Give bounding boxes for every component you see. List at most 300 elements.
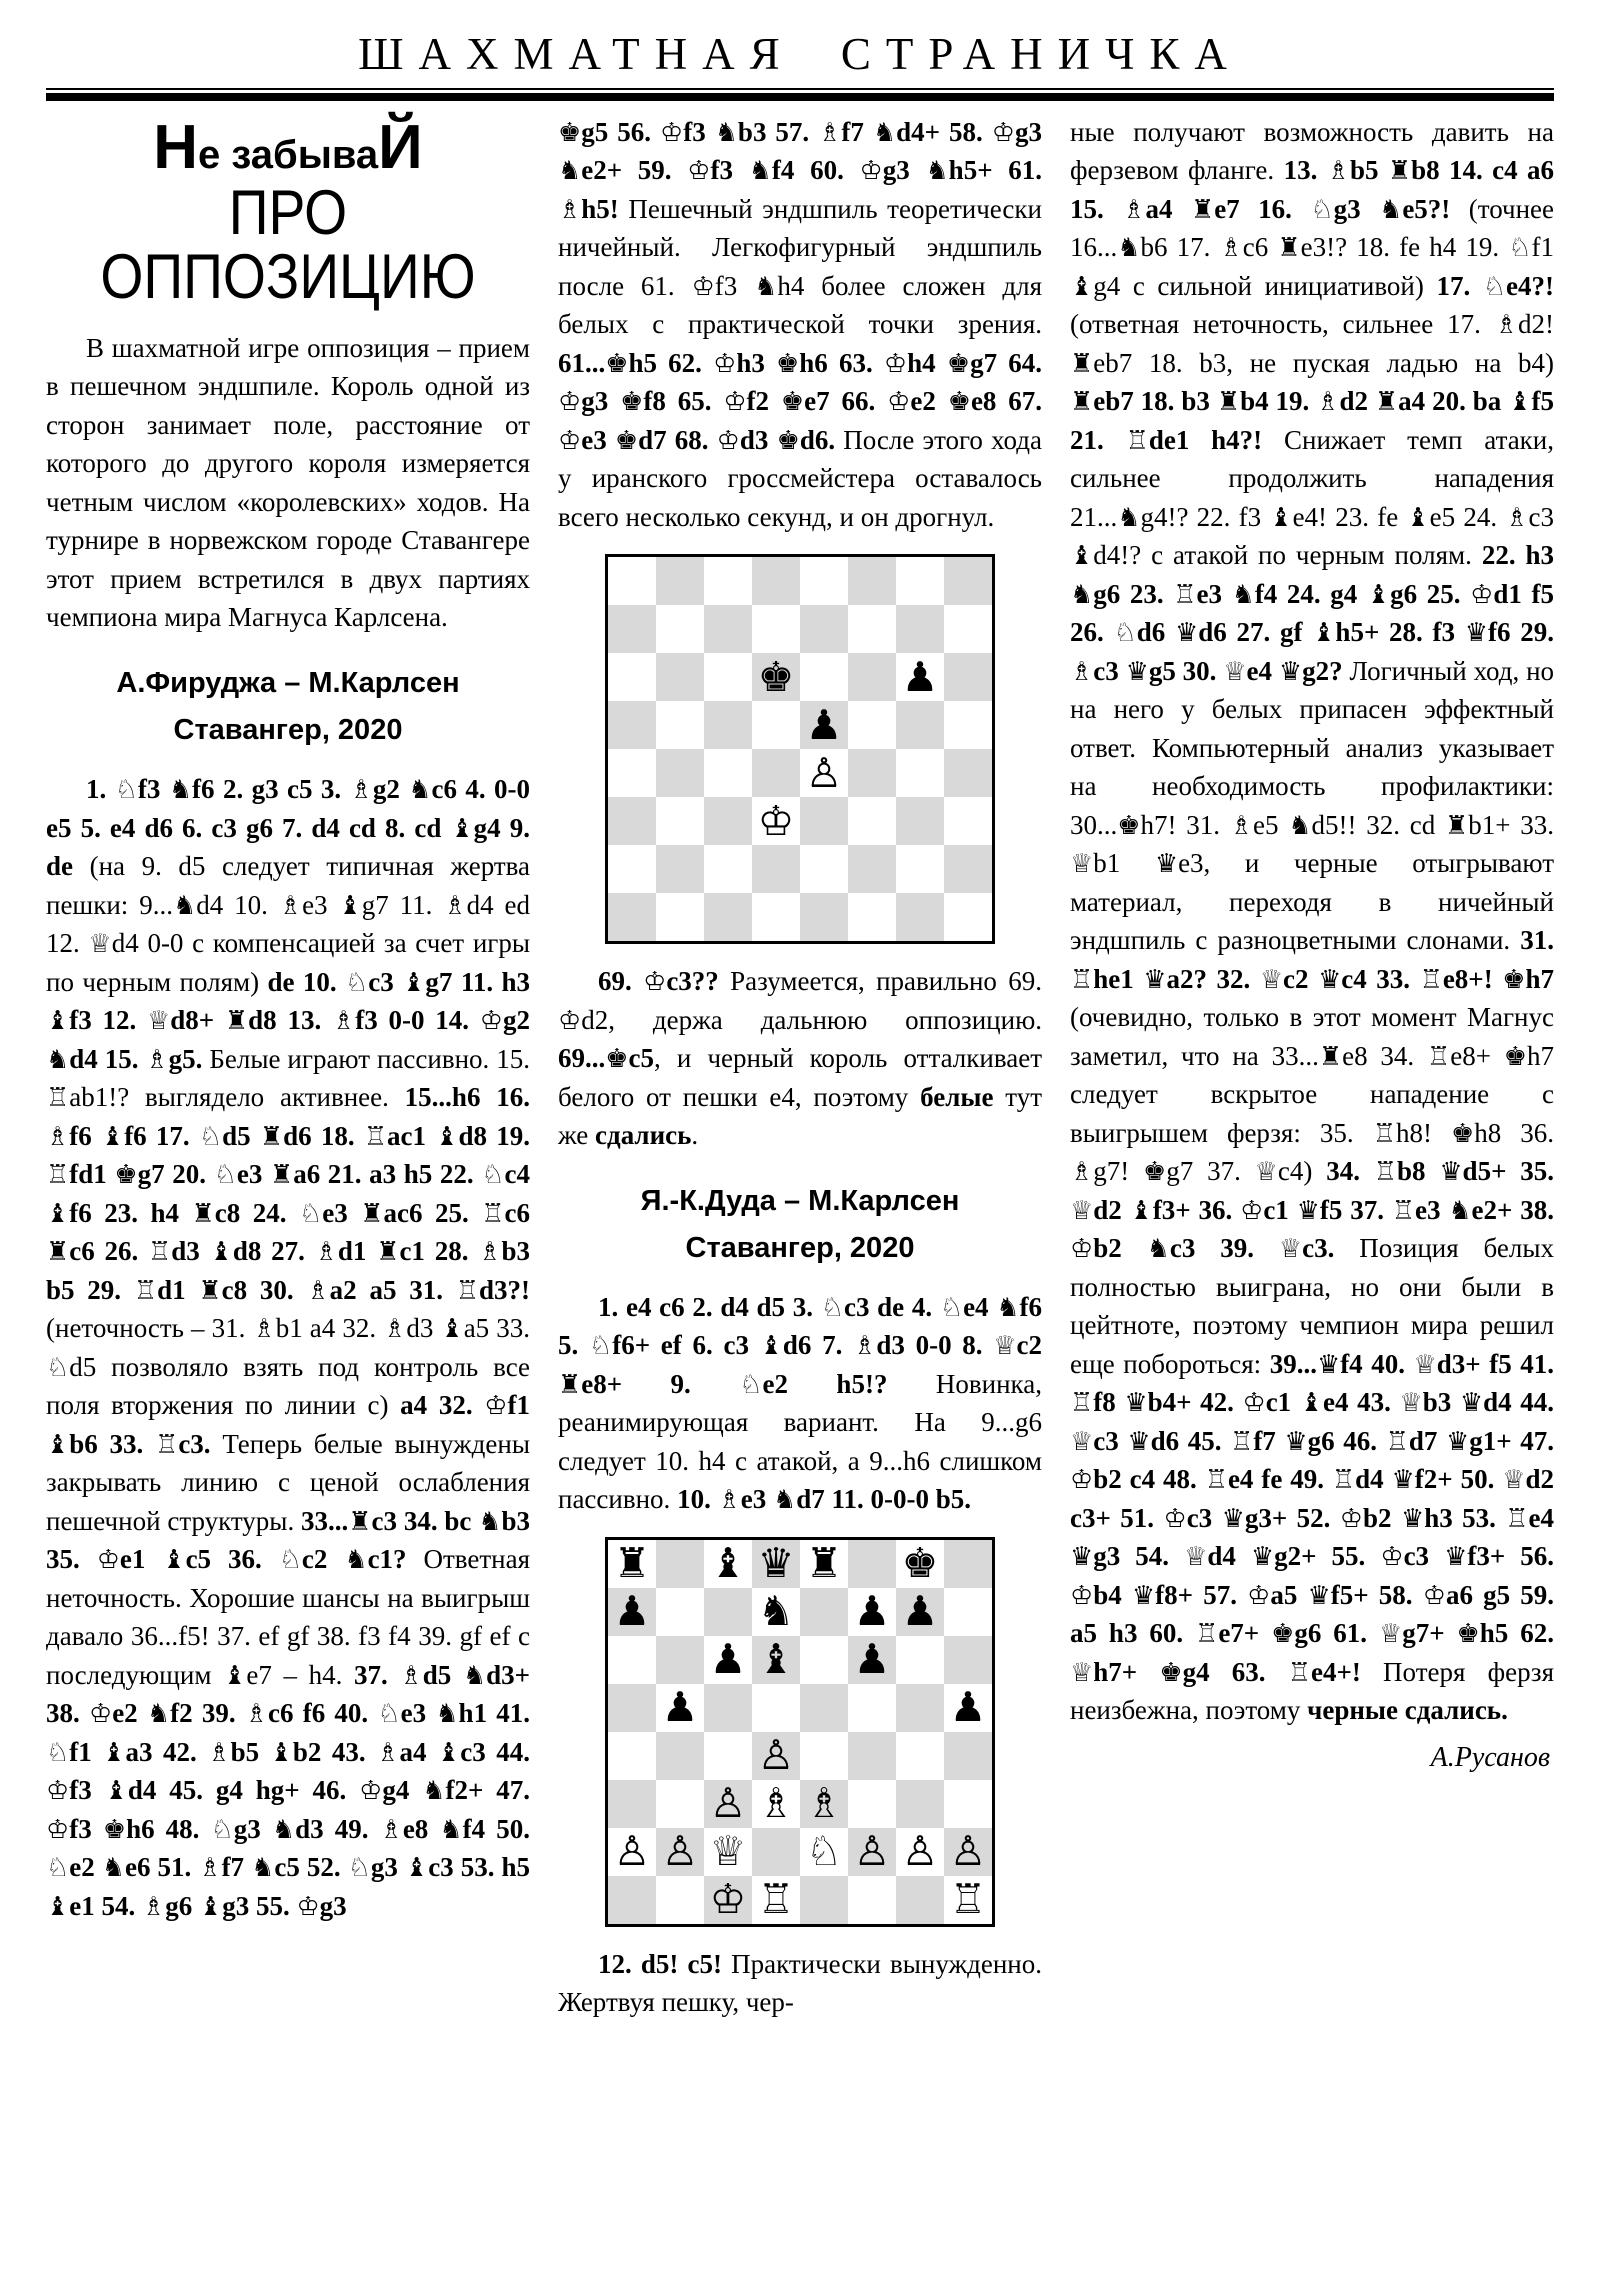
chess-figurine: ♔: [479, 1006, 503, 1037]
chess-figurine: ♔: [1240, 1195, 1264, 1226]
chess-figurine: ♞: [344, 1545, 368, 1576]
board-square: [800, 797, 848, 845]
board-square: [944, 1588, 992, 1636]
board-square: [752, 605, 800, 653]
chess-figurine: ♝: [100, 1121, 125, 1152]
chess-piece: ♟: [901, 1587, 939, 1636]
chess-figurine: ♔: [1242, 1388, 1266, 1418]
comment-text: Белые играют пассивно. 15. ♖ab1!? выглядело активнее.: [46, 1043, 530, 1114]
chess-figurine: ♔: [558, 1005, 582, 1036]
comment-text: Разумеется, правильно 69. ♔d2, держа дальнюю оппозицию.: [558, 966, 1043, 1036]
board-square: [656, 1636, 704, 1684]
chess-board: [605, 1537, 995, 1927]
board-square: [944, 1540, 992, 1588]
chess-figurine: ♛: [1221, 1503, 1245, 1534]
chess-figurine: ♖: [1070, 1388, 1094, 1418]
chess-piece: ♙: [757, 1731, 795, 1780]
column-1: [46, 113, 530, 2022]
board-square: [752, 1684, 800, 1732]
board-square: [608, 797, 656, 845]
board-square: [704, 1540, 752, 1588]
board-square: [896, 1828, 944, 1876]
chess-figurine: ♖: [46, 1083, 70, 1114]
board-square: [800, 1732, 848, 1780]
chess-figurine: ♚: [947, 387, 971, 417]
chess-figurine: ♗: [1219, 233, 1243, 263]
move-text: 12. d5! c5!: [598, 1948, 732, 1979]
chess-figurine: ♝: [404, 1853, 429, 1884]
chess-figurine: ♞: [1379, 194, 1403, 225]
chess-figurine: ♝: [435, 1121, 459, 1152]
rule-thin-line: [46, 88, 1554, 90]
board-square: [848, 1636, 896, 1684]
chess-figurine: ♖: [1173, 579, 1197, 610]
chess-figurine: ♔: [691, 271, 715, 302]
chess-figurine: ♖: [1419, 964, 1443, 995]
move-text: 22. h3 ♞g6 23. ♖e3 ♞f4 24. g4 ♝g6 25. ♔d1 f5 26. ♘d6 ♛d6 27. gf ♝h5+ 28. f3 ♛f6 29. ♗c3 ♛g5 30. ♕e4 ♛g2?: [1070, 540, 1555, 687]
chess-figurine: ♚: [605, 1044, 629, 1074]
chess-figurine: ♞: [168, 775, 193, 806]
board-square: [800, 893, 848, 941]
chess-figurine: ♔: [1470, 579, 1494, 610]
chess-figurine: ♜: [1216, 387, 1241, 417]
chess-figurine: ♔: [716, 425, 740, 456]
chess-figurine: ♔: [359, 1776, 383, 1807]
board-square: [704, 605, 752, 653]
board-square: [704, 1876, 752, 1924]
board-square: [656, 749, 704, 797]
comment-text: Практически вынужденно. Жертвуя пешку, чер-: [558, 1948, 1042, 2018]
chess-figurine: ♔: [643, 967, 667, 997]
board-square: [752, 845, 800, 893]
chess-figurine: ♝: [102, 1737, 126, 1768]
move-text: 31. ♖he1 ♛a2? 32. ♕c2 ♛c4 33. ♖e8+! ♚h7: [1070, 925, 1554, 995]
game-players: А.Фируджа – М.Карлсен: [116, 666, 460, 699]
board-square: [752, 749, 800, 797]
chess-figurine: ♞: [439, 1814, 463, 1845]
board-square: [656, 1540, 704, 1588]
move-text: 37. ♗d5 ♞d3+ 38. ♔e2 ♞f2 39. ♗c6 f6 40. ♘e3 ♞h1 41. ♘f1 ♝a3 42. ♗b5 ♝b2 43. ♗a4 ♝c3 44. ♔f3 ♝d4 45. g4 hg+ 46. ♔g4 ♞f2+ 47. ♔f3 ♚h6 48. ♘g3 ♞d3 49. ♗e8 ♞f4 50. ♘e2 ♞e6 51. ♗f7 ♞c5 52. ♘g3 ♝c3 53. h5 ♝e1 54. ♗g6 ♝g3 55. ♔g3: [46, 1659, 531, 1922]
chess-figurine: ♕: [147, 1006, 171, 1037]
board-square: [704, 557, 752, 605]
chess-figurine: ♕: [1378, 1619, 1403, 1649]
board-square: [608, 1828, 656, 1876]
chess-figurine: ♗: [331, 1006, 356, 1037]
chess-figurine: ♘: [739, 1369, 763, 1400]
chess-figurine: ♞: [1070, 579, 1094, 610]
chess-piece: ♗: [805, 1779, 843, 1828]
board-square: [704, 701, 752, 749]
chess-figurine: ♚: [776, 425, 800, 456]
chess-piece: ♜: [805, 1539, 843, 1588]
move-text: 1. e4 c6 2. d4 d5 3. ♘c3 de 4. ♘e4 ♞f6 5. ♘f6+ ef 6. c3 ♝d6 7. ♗d3 0-0 8. ♕c2 ♜e8+ 9. ♘e2 h5!?: [558, 1291, 1043, 1400]
chess-figurine: ♖: [1331, 1465, 1356, 1495]
board-square: [656, 1684, 704, 1732]
chess-figurine: ♝: [1269, 502, 1293, 533]
move-text: 69...♚c5: [558, 1043, 654, 1074]
column-2: [558, 113, 1042, 2022]
chess-figurine: ♔: [713, 348, 737, 379]
chess-figurine: ♘: [347, 1853, 371, 1884]
chess-figurine: ♕: [1259, 964, 1284, 995]
chess-figurine: ♝: [46, 1429, 70, 1460]
chess-figurine: ♞: [1117, 502, 1141, 533]
board-square: [800, 1636, 848, 1684]
chess-piece: ♙: [901, 1827, 939, 1876]
chess-figurine: ♞: [754, 271, 778, 302]
chess-figurine: ♔: [46, 1814, 70, 1845]
board-square: [848, 845, 896, 893]
board-square: [848, 653, 896, 701]
chess-figurine: ♘: [939, 1292, 964, 1323]
board-square: [848, 605, 896, 653]
chess-figurine: ♝: [1299, 1388, 1324, 1418]
chess-figurine: ♝: [198, 1891, 223, 1922]
chess-figurine: ♛: [1400, 1503, 1425, 1534]
chess-figurine: ♛: [1143, 964, 1167, 995]
board-square: [800, 1684, 848, 1732]
move-text: 39...♛f4 40. ♕d3+ f5 41. ♖f8 ♛b4+ 42. ♔c1 ♝e4 43. ♕b3 ♛d4 44. ♕c3 ♛d6 45. ♖f7 ♛g6 46. ♖d7 ♛g1+ 47. ♔b2 c4 48. ♖e4 fe 49. ♖d4 ♛f2+ 50. ♕d2 c3+ 51. ♔c3 ♛g3+ 52. ♔b2 ♛h3 53. ♖e4 ♛g3 54. ♕d4 ♛g2+ 55. ♔c3 ♛f3+ 56. ♔b4 ♛f8+ 57. ♔a5 ♛f5+ 58. ♔a6 g5 59. a5 h3 60. ♖e7+ ♚g6 61. ♕g7+ ♚h5 62. ♕h7+ ♚g4 63. ♖e4+!: [1070, 1348, 1555, 1688]
chess-figurine: ♗: [1326, 156, 1350, 186]
chess-figurine: ♛: [1316, 1349, 1341, 1380]
chess-figurine: ♗: [278, 890, 303, 921]
board-square: [896, 1732, 944, 1780]
chess-figurine: ♝: [162, 1545, 186, 1576]
chess-figurine: ♝: [1508, 387, 1532, 417]
chess-figurine: ♔: [883, 348, 908, 379]
chess-figurine: ♖: [1125, 425, 1149, 456]
chess-figurine: ♜: [1445, 810, 1469, 841]
chess-figurine: ♚: [614, 425, 639, 456]
chess-figurine: ♗: [399, 1660, 423, 1691]
chess-figurine: ♔: [1070, 1234, 1094, 1264]
chess-figurine: ♗: [376, 1737, 400, 1768]
paragraph: [1070, 113, 1554, 1730]
chess-figurine: ♛: [1464, 618, 1489, 648]
board-square: [608, 701, 656, 749]
board-square: [896, 1588, 944, 1636]
game-venue: Ставангер, 2020: [173, 714, 403, 747]
move-text: ♜eb7 18. b3 ♜b4 19. ♗d2 ♜a4 20. ba ♝f5 21. ♖de1 h4?!: [1070, 386, 1554, 456]
board-square: [848, 749, 896, 797]
chess-figurine: ♕: [1502, 1465, 1526, 1495]
move-text: 34. ♖b8 ♛d5+ 35. ♕d2 ♝f3+ 36. ♔c1 ♛f5 37. ♖e3 ♞e2+ 38. ♔b2 ♞c3 39. ♕c3.: [1070, 1156, 1555, 1264]
chess-piece: ♛: [757, 1539, 795, 1588]
chess-figurine: ♔: [484, 1391, 508, 1422]
board-square: [896, 797, 944, 845]
masthead-rule: [46, 88, 1554, 101]
chess-piece: ♟: [853, 1587, 891, 1636]
rule-thick-line: [46, 93, 1554, 101]
board-square: [800, 1780, 848, 1828]
board-square: [800, 605, 848, 653]
chess-piece: ♖: [757, 1875, 795, 1924]
kicker-last-letter: Й: [378, 112, 423, 182]
chess-figurine: ♔: [1070, 1465, 1094, 1495]
chess-figurine: ♗: [558, 194, 582, 225]
chess-figurine: ♗: [198, 1853, 222, 1884]
chess-figurine: ♔: [46, 1776, 70, 1807]
chess-figurine: ♔: [558, 387, 582, 417]
board-square: [704, 749, 752, 797]
game-venue: Ставангер, 2020: [685, 1232, 915, 1265]
comment-text: После этого хода у иранского гроссмейстера оставалось всего несколько секунд, и он дрогнул.: [558, 424, 1042, 532]
chess-figurine: ♚: [620, 387, 644, 417]
chess-figurine: ♛: [1278, 656, 1303, 687]
board-square: [944, 1780, 992, 1828]
board-square: [656, 653, 704, 701]
masthead-title: ШАХМАТНАЯ СТРАНИЧКА: [358, 29, 1242, 79]
chess-figurine: ♗: [717, 1485, 741, 1516]
chess-piece: ♙: [949, 1827, 987, 1876]
chess-figurine: ♚: [114, 1160, 138, 1191]
chess-figurine: ♗: [1494, 310, 1518, 340]
chess-figurine: ♔: [859, 156, 883, 186]
chess-figurine: ♗: [145, 1044, 169, 1075]
chess-figurine: ♛: [1444, 1542, 1468, 1572]
board-square: [752, 893, 800, 941]
board-square: [608, 1684, 656, 1732]
chess-figurine: ♔: [1070, 1580, 1094, 1611]
chess-piece: ♟: [661, 1683, 699, 1732]
board-square: [944, 1732, 992, 1780]
board-square: [896, 1876, 944, 1924]
move-text: 33...♜c3 34. bc ♞b3 35. ♔e1 ♝c5 36. ♘c2 ♞c1?: [46, 1505, 530, 1576]
chess-figurine: ♗: [443, 890, 467, 921]
chess-figurine: ♗: [478, 1237, 502, 1268]
chess-piece: ♚: [901, 1539, 939, 1588]
chess-figurine: ♚: [1503, 1041, 1528, 1072]
chess-figurine: ♘: [46, 1853, 70, 1884]
chess-figurine: ♗: [252, 1314, 276, 1345]
board-square: [800, 1828, 848, 1876]
chess-figurine: ♝: [46, 1891, 70, 1922]
chess-figurine: ♜: [376, 1237, 400, 1268]
comment-text: Пешечный эндшпиль теоретически ничейный. Легкофигурный эндшпиль после 61. ♔f3 ♞h4 более сложен для белых с практической точки зрения.: [558, 193, 1042, 339]
board-square: [608, 893, 656, 941]
chess-figurine: ♚: [1450, 1118, 1475, 1149]
chess-figurine: ♗: [1070, 656, 1094, 687]
board-square: [656, 1732, 704, 1780]
board-square: [704, 1684, 752, 1732]
chess-figurine: ♛: [1439, 1157, 1463, 1187]
chess-piece: ♟: [805, 700, 843, 749]
chess-piece: ♚: [757, 652, 795, 701]
board-square: [608, 653, 656, 701]
board-square: [752, 1876, 800, 1924]
board-square: [608, 845, 656, 893]
chess-piece: ♖: [949, 1875, 987, 1924]
move-text: 69. ♔c3??: [598, 966, 731, 997]
board-square: [608, 1636, 656, 1684]
chess-figurine: ♔: [1163, 1503, 1187, 1534]
move-text: белые: [920, 1081, 994, 1112]
board-square: [848, 893, 896, 941]
board-square: [848, 1540, 896, 1588]
board-square: [656, 557, 704, 605]
board-square: [944, 1828, 992, 1876]
chess-figurine: ♖: [363, 1121, 388, 1152]
chess-figurine: ♞: [872, 117, 897, 148]
chess-figurine: ♔: [558, 425, 582, 456]
chess-piece: ♞: [757, 1587, 795, 1636]
board-square: [944, 1636, 992, 1684]
chess-figurine: ♖: [133, 1275, 158, 1306]
board-square: [896, 893, 944, 941]
board-square: [944, 797, 992, 845]
chess-figurine: ♘: [46, 1352, 70, 1383]
chess-figurine: ♜: [360, 1198, 384, 1229]
chess-figurine: ♛: [1296, 1195, 1320, 1226]
chess-figurine: ♗: [306, 1275, 330, 1306]
chess-figurine: ♕: [1254, 1157, 1278, 1187]
paragraph: [558, 1945, 1042, 2022]
chess-figurine: ♚: [102, 1814, 127, 1845]
chess-figurine: ♔: [1247, 1580, 1271, 1611]
board-square: [848, 1684, 896, 1732]
board-square: [704, 1828, 752, 1876]
chess-figurine: ♞: [435, 1699, 459, 1730]
chess-figurine: ♜: [1070, 348, 1094, 379]
chess-figurine: ♘: [213, 1160, 237, 1191]
chess-figurine: ♘: [46, 1737, 70, 1768]
move-text: 1. ♘f3 ♞f6 2. g3 c5 3. ♗g2 ♞c6 4. 0-0 e5 5. e4 d6 6. c3 g6 7. d4 cd 8. cd ♝g4 9. de: [46, 774, 531, 882]
chess-figurine: ♗: [46, 1121, 70, 1152]
chess-figurine: ♘: [481, 1160, 505, 1191]
comment-text: Логичный ход, но на него у белых припасен эффектный ответ. Компьютерный анализ указывает на необходимость профилактики: 30...♚h7! 31. ♗e5 ♞d5!! 32. cd ♜b1+ 33. ♕b1 ♛e3, и черные отыгрывают материал, переходя в ничейный эндшпиль с разноцветными слонами.: [1070, 655, 1555, 955]
game-players: Я.-К.Дуда – М.Карлсен: [640, 1184, 960, 1217]
comment-text: Теперь белые вынуждены закрывать линию с ценой ослабления пешечной структуры.: [46, 1428, 530, 1536]
chess-figurine: ♞: [1231, 579, 1255, 610]
comment-text: (неточность – 31. ♗b1 a4 32. ♗d3 ♝a5 33. ♘d5 позволяло взять под контроль все поля вторжения по линии c): [46, 1313, 531, 1421]
board-square: [944, 1876, 992, 1924]
chess-figurine: ♞: [1146, 1234, 1170, 1264]
chess-figurine: ♝: [436, 1737, 461, 1768]
chess-figurine: ♜: [1387, 156, 1412, 186]
chess-figurine: ♔: [723, 387, 747, 417]
chess-figurine: ♘: [198, 1121, 223, 1152]
board-square: [800, 557, 848, 605]
board-square: [944, 557, 992, 605]
board-square: [896, 845, 944, 893]
chess-figurine: ♞: [101, 1853, 125, 1884]
board-square: [608, 1588, 656, 1636]
chess-figurine: ♖: [1204, 1465, 1228, 1495]
chess-figurine: ♛: [1250, 1542, 1275, 1572]
chess-figurine: ♖: [1505, 1503, 1529, 1534]
chess-figurine: ♞: [46, 1044, 70, 1075]
comment-text: Позиция белых полностью выиграна, но они были в цейтноте, поэтому чемпион мира решил еще побороться:: [1070, 1233, 1554, 1379]
chess-figurine: ♞: [1117, 233, 1141, 263]
board-square: [752, 1636, 800, 1684]
comment-text: (очевидно, только в этот момент Магнус заметил, что на 33...♜e8 34. ♖e8+ ♚h7 следует вскрытое нападение с выигрышем ферзя: 35. ♖h8! ♚h8 36. ♗g7! ♚g7 37. ♕c4): [1070, 1002, 1555, 1187]
chess-piece: ♟: [949, 1683, 987, 1732]
board-square: [800, 701, 848, 749]
move-text: 13. ♗b5 ♜b8 14. c4 a6 15. ♗a4 ♜e7 16. ♘g3 ♞e5?!: [1070, 155, 1554, 225]
chess-figurine: ♝: [1406, 502, 1430, 533]
chess-piece: ♝: [757, 1635, 795, 1684]
board-square: [704, 1636, 752, 1684]
chess-figurine: ♛: [1070, 1542, 1094, 1572]
chess-figurine: ♛: [1127, 1426, 1151, 1457]
kicker-first-letter: Н: [153, 112, 199, 182]
board-square: [800, 845, 848, 893]
chess-figurine: ♖: [1373, 1157, 1397, 1187]
board-square: [800, 749, 848, 797]
board-square: [944, 605, 992, 653]
board-square: [656, 1876, 704, 1924]
chess-figurine: ♚: [776, 348, 800, 379]
board-square: [896, 557, 944, 605]
chess-figurine: ♝: [402, 967, 426, 998]
chess-figurine: ♘: [1113, 618, 1137, 648]
game-header: [46, 665, 530, 750]
board-square: [848, 1780, 896, 1828]
chess-figurine: ♛: [1459, 1388, 1484, 1418]
board-square: [608, 1876, 656, 1924]
board-square: [608, 1780, 656, 1828]
chess-figurine: ♕: [1070, 1426, 1094, 1457]
move-text: 15...h6 16. ♗f6 ♝f6 17. ♘d5 ♜d6 18. ♖ac1 ♝d8 19. ♖fd1 ♚g7 20. ♘e3 ♜a6 21. a3 h5 22. ♘c4 ♝f6 23. h4 ♜c8 24. ♘e3 ♜ac6 25. ♖c6 ♜c6 26. ♖d3 ♝d8 27. ♗d1 ♜c1 28. ♗b3 b5 29. ♖d1 ♜c8 30. ♗a2 a5 31. ♖d3?!: [46, 1082, 531, 1306]
chess-figurine: ♔: [1339, 1503, 1364, 1534]
board-square: [800, 1588, 848, 1636]
chess-figurine: ♗: [141, 1891, 166, 1922]
chess-figurine: ♗: [1122, 194, 1146, 225]
chess-figurine: ♖: [455, 1275, 479, 1306]
board-square: [944, 845, 992, 893]
chess-figurine: ♔: [296, 1891, 320, 1922]
chess-figurine: ♜: [191, 1198, 215, 1229]
board-square: [752, 557, 800, 605]
board-square: [656, 701, 704, 749]
board-square: [944, 701, 992, 749]
chess-figurine: ♘: [1508, 233, 1532, 263]
board-square: [944, 893, 992, 941]
chess-figurine: ♗: [1070, 1157, 1094, 1187]
chess-piece: ♔: [709, 1875, 747, 1924]
chess-figurine: ♚: [1456, 1619, 1480, 1649]
chess-figurine: ♞: [773, 1485, 797, 1516]
chess-figurine: ♜: [1318, 1041, 1343, 1072]
article-kicker: [46, 112, 530, 182]
paragraph: [46, 329, 530, 637]
chess-figurine: ♖: [148, 1237, 172, 1268]
chess-piece: ♟: [709, 1635, 747, 1684]
chess-figurine: ♞: [748, 156, 772, 186]
chess-figurine: ♚: [780, 387, 805, 417]
comment-text: .: [691, 1120, 699, 1150]
chess-figurine: ♛: [1131, 1580, 1156, 1611]
move-text: черные сдались.: [1307, 1695, 1508, 1725]
chess-diagram: [605, 554, 995, 944]
chess-figurine: ♝: [1070, 541, 1094, 571]
chess-figurine: ♖: [1070, 964, 1094, 995]
chess-figurine: ♗: [1316, 387, 1340, 417]
game-header: [558, 1183, 1042, 1268]
paragraph: [558, 113, 1042, 537]
chess-figurine: ♘: [588, 1331, 613, 1362]
chess-figurine: ♞: [478, 1506, 502, 1537]
chess-figurine: ♝: [1070, 271, 1094, 302]
chess-piece: ♜: [613, 1539, 651, 1588]
chess-figurine: ♝: [269, 1737, 293, 1768]
chess-figurine: ♕: [1070, 849, 1094, 879]
chess-figurine: ♔: [887, 387, 911, 417]
column-1-content: [46, 329, 530, 1925]
board-square: [656, 893, 704, 941]
board-square: [944, 653, 992, 701]
chess-figurine: ♞: [996, 1292, 1020, 1323]
